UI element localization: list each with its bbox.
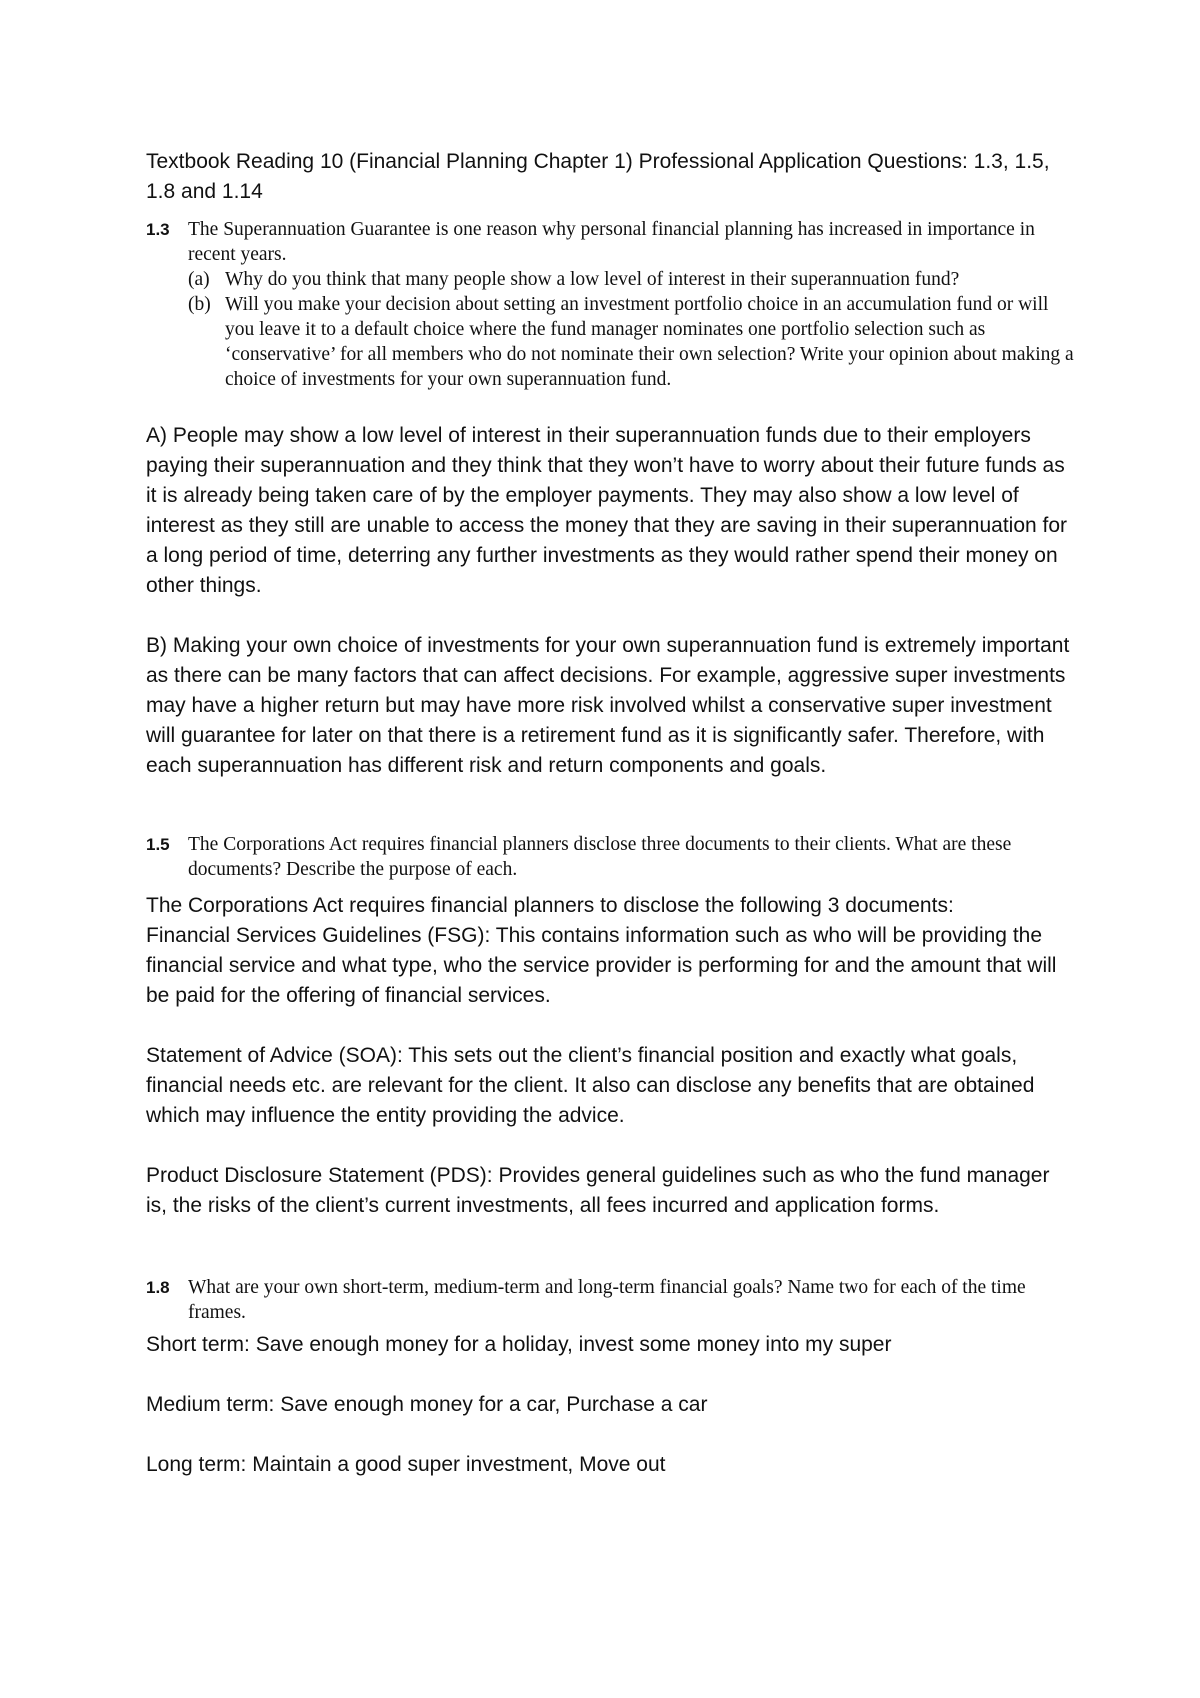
answer-part-a: A) People may show a low level of interest in their superannuation funds due to their employers paying their superannuation and they think that they won’t have to worry about their future funds as it is already being taken care of by the employer payments. They may also show a low level of interest as they still are unable to access the money that they are saving in their superannuation for a long period of time, deterring any further investments as they would rather spend their money on other things. [146,424,1068,597]
answer-pds: Product Disclosure Statement (PDS): Provides general guidelines such as who the fund manager is, the risks of the client’s current investments, all fees incurred and application forms. [146,1164,1050,1217]
question-part-b [188,292,1076,392]
answer-part-b: B) Making your own choice of investments for your own superannuation fund is extremely important as there can be many factors that can affect decisions. For example, aggressive super investments may have a higher return but may have more risk involved whilst a conservative super investment will guarantee for later on that there is a retirement fund as it is significantly safer. Therefore, with each superannuation has different risk and return components and goals. [146,634,1070,777]
answer-soa: Statement of Advice (SOA): This sets out the client’s financial position and exactly what goals, financial needs etc. are relevant for the client. It also can disclose any benefits that are obtained which may influence the entity providing the advice. [146,1044,1035,1127]
question-number: 1.5 [146,835,170,854]
question-1-5 [146,832,1076,882]
part-label: (b) [188,294,211,315]
part-label: (a) [188,269,210,290]
answer-1-5 [146,891,1076,1221]
answer-short-term: Short term: Save enough money for a holiday, invest some money into my super [146,1333,892,1356]
question-number: 1.3 [146,220,170,239]
answer-long-term: Long term: Maintain a good super investment, Move out [146,1453,666,1476]
document-title: Textbook Reading 10 (Financial Planning Chapter 1) Professional Application Questions: 1.3, 1.5, 1.8 and 1.14 [146,150,1050,203]
answer-1-8 [146,1330,1076,1480]
question-1-8 [146,1275,1076,1325]
question-number: 1.8 [146,1278,170,1297]
answer-medium-term: Medium term: Save enough money for a car, Purchase a car [146,1393,708,1416]
part-text: Why do you think that many people show a low level of interest in their superannuation fund? [225,269,960,290]
question-text: The Superannuation Guarantee is one reason why personal financial planning has increased in importance in recent years. [188,219,1035,265]
question-text: The Corporations Act requires financial planners disclose three documents to their clients. What are these documents? Describe the purpose of each. [188,834,1012,880]
part-text: Will you make your decision about setting an investment portfolio choice in an accumulation fund or will you leave it to a default choice where the fund manager nominates one portfolio selection such as ‘conservative’ for all members who do not nominate their own selection? Write your opinion about making a choice of investments for your own superannuation fund. [225,294,1074,390]
question-part-a [188,267,1076,292]
question-1-3 [146,217,1076,392]
answer-fsg: Financial Services Guidelines (FSG): This contains information such as who will be providing the financial service and what type, who the service provider is performing for and the amount that will be paid for the offering of financial services. [146,924,1057,1007]
answer-intro: The Corporations Act requires financial planners to disclose the following 3 documents: [146,894,954,917]
answer-1-3 [146,421,1076,781]
question-text: What are your own short-term, medium-term and long-term financial goals? Name two for each of the time frames. [188,1277,1026,1323]
